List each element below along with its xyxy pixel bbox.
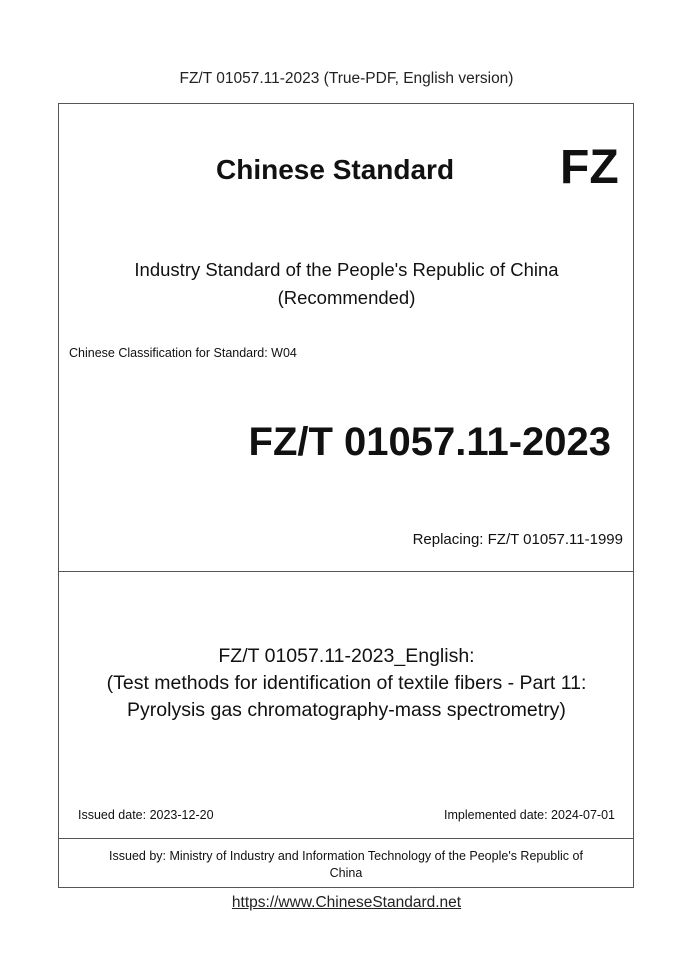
document-header: FZ/T 01057.11-2023 (True-PDF, English version) [179, 70, 514, 87]
implemented-date: Implemented date: 2024-07-01 [444, 808, 615, 822]
website-link[interactable]: https://www.ChineseStandard.net [231, 894, 462, 911]
cover-subtitle [0, 256, 693, 312]
cover-frame [58, 103, 634, 888]
section-divider-upper [59, 571, 633, 572]
subtitle-line-2: (Recommended) [277, 287, 416, 308]
issued-date: Issued date: 2023-12-20 [78, 808, 214, 822]
english-title-line-1: FZ/T 01057.11-2023_English: [218, 645, 475, 667]
replacing-text: Replacing: FZ/T 01057.11-1999 [412, 531, 623, 548]
issued-by [58, 848, 634, 882]
english-title [0, 643, 693, 724]
cover-title: Chinese Standard [216, 154, 455, 185]
subtitle-line-1: Industry Standard of the People's Republic of China [134, 259, 559, 280]
english-title-line-2: (Test methods for identification of textile fibers - Part 11: [106, 672, 587, 694]
english-title-line-3: Pyrolysis gas chromatography-mass spectrometry) [127, 699, 566, 721]
issued-by-line-2: China [329, 866, 363, 880]
issued-by-line-1: Issued by: Ministry of Industry and Information Technology of the People's Republic of [109, 849, 583, 863]
classification-text: Chinese Classification for Standard: W04 [69, 346, 297, 360]
section-divider-lower [59, 838, 633, 839]
standard-code-label: FZ [560, 141, 619, 194]
standard-number: FZ/T 01057.11-2023 [248, 420, 611, 464]
